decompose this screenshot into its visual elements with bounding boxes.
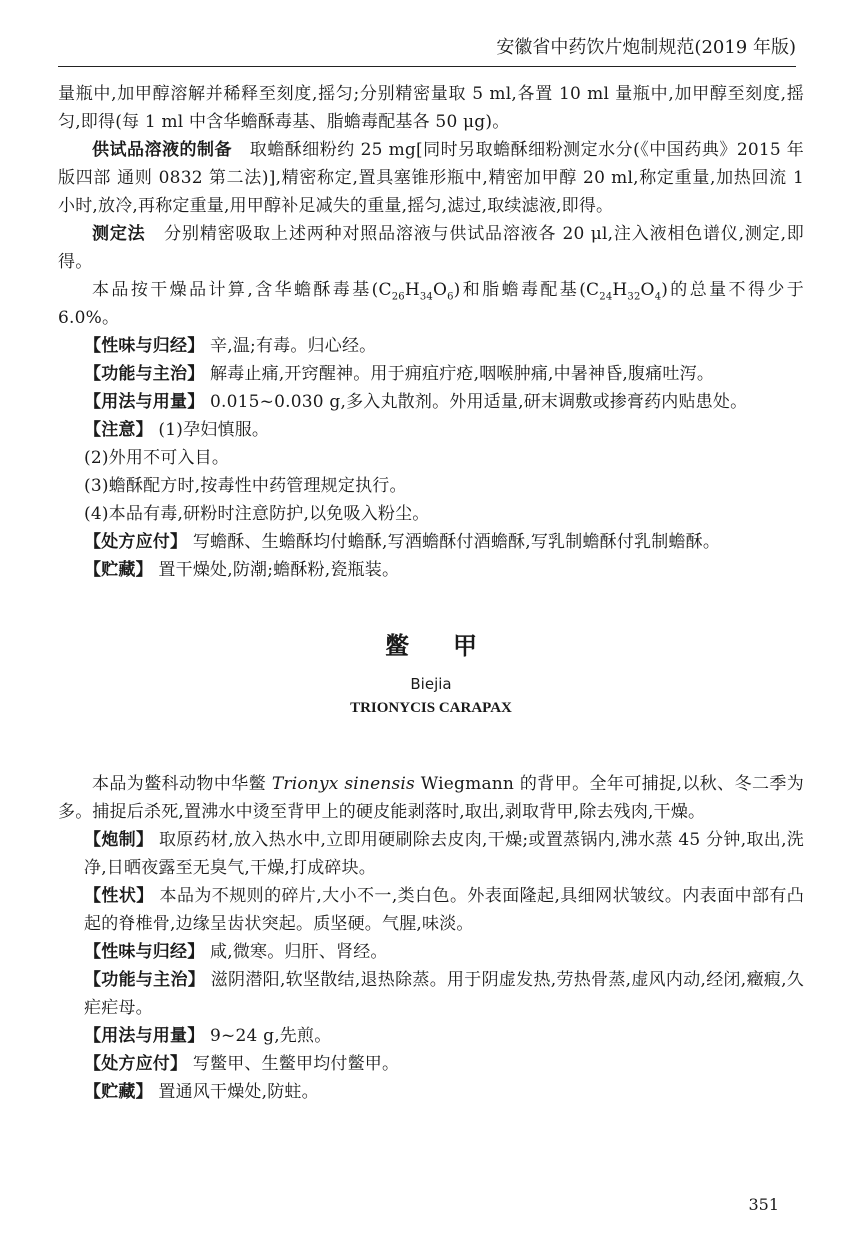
function-label: 【功能与主治】 [84,970,206,990]
intro-text: 本品为鳖科动物中华鳖 [92,774,272,794]
running-header: 安徽省中药饮片炮制规范(2019 年版) [58,30,796,67]
content-text: H [404,280,420,300]
caution-section [58,416,804,444]
storage-label: 【贮藏】 [84,560,153,580]
prescription-text: 写蟾酥、生蟾酥均付蟾酥,写酒蟾酥付酒蟾酥,写乳制蟾酥付乳制蟾酥。 [192,532,721,552]
caution-item: (3)蟾酥配方时,按毒性中药管理规定执行。 [84,476,407,496]
usage-label: 【用法与用量】 [84,392,205,412]
nature-label: 【性味与归经】 [84,942,205,962]
prescription-label: 【处方应付】 [84,1054,188,1074]
usage-text: 9~24 g,先煎。 [210,1026,332,1046]
caution-item: (4)本品有毒,研粉时注意防护,以免吸入粉尘。 [84,504,430,524]
nature-section [58,938,804,966]
storage-text: 置通风干燥处,防蛀。 [158,1082,319,1102]
prescription-section [58,528,804,556]
function-text: 滋阴潜阳,软坚散结,退热除蒸。用于阴虚发热,劳热骨蒸,虚风内动,经闭,癥瘕,久疟疟母。 [84,970,804,1018]
formula-subscript: 26 [391,291,405,303]
function-section [58,966,804,1022]
prescription-section [58,1050,804,1078]
content-text: O [640,280,655,300]
content-text: )的总量不得少于 6.0%。 [58,280,804,328]
function-text: 解毒止痛,开窍醒神。用于痈疽疔疮,咽喉肿痛,中暑神昏,腹痛吐泻。 [210,364,715,384]
caution-item: (1)孕妇慎服。 [158,420,270,440]
processing-label: 【炮制】 [84,830,154,850]
sample-prep-text: 取蟾酥细粉约 25 mg[同时另取蟾酥细粉测定水分(《中国药典》2015 年版四部 通则 0832 第二法)],精密称定,置具塞锥形瓶中,精密加甲醇 20 ml,称定重量,加热回流 1 小时,放冷,再称定重量,用甲醇补足减失的重量,摇匀,滤过,取续滤液,即得。 [58,140,804,216]
intro-paragraph [58,770,804,826]
method-text: 分别精密吸取上述两种对照品溶液与供试品溶液各 20 μl,注入液相色谱仪,测定,即得。 [58,224,804,272]
characteristics-label: 【性状】 [84,886,154,906]
usage-section [58,388,804,416]
species-name: Trionyx sinensis [271,774,415,794]
entry-title-block [58,630,804,720]
content-text: O [432,280,448,300]
storage-text: 置干燥处,防潮;蟾酥粉,瓷瓶装。 [158,560,400,580]
storage-label: 【贮藏】 [84,1082,153,1102]
content-limit-paragraph [58,276,804,332]
nature-label: 【性味与归经】 [84,336,205,356]
nature-section [58,332,804,360]
processing-section [58,826,804,882]
entry-pinyin: Biejia [410,675,452,693]
prescription-label: 【处方应付】 [84,532,188,552]
formula-subscript: 34 [419,291,433,303]
storage-section [58,1078,804,1106]
continued-paragraph: 量瓶中,加甲醇溶解并稀释至刻度,摇匀;分别精密量取 5 ml,各置 10 ml 量瓶中,加甲醇至刻度,摇匀,即得(每 1 ml 中含华蟾酥毒基、脂蟾毒配基各 50 μg)。 [58,84,804,132]
prescription-text: 写鳖甲、生鳖甲均付鳖甲。 [192,1054,400,1074]
method-paragraph [58,220,804,276]
nature-text: 辛,温;有毒。归心经。 [210,336,377,356]
formula-subscript: 32 [627,291,641,303]
usage-label: 【用法与用量】 [84,1026,205,1046]
function-section [58,360,804,388]
intro-text: Wiegmann 的背甲。全年可捕捉,以秋、冬二季为多。捕捉后杀死,置沸水中烫至背甲上的硬皮能剥落时,取出,剥取背甲,除去残肉,干燥。 [58,774,804,822]
storage-section [58,556,804,584]
sample-prep-paragraph [58,136,804,220]
content-text: )和脂蟾毒配基(C [453,280,600,300]
nature-text: 咸,微寒。归肝、肾经。 [210,942,388,962]
usage-text: 0.015~0.030 g,多入丸散剂。外用适量,研末调敷或掺膏药内贴患处。 [210,392,748,412]
processing-text: 取原药材,放入热水中,立即用硬刷除去皮肉,干燥;或置蒸锅内,沸水蒸 45 分钟,取出,洗净,日晒夜露至无臭气,干燥,打成碎块。 [84,830,804,878]
entry-latin-name: TRIONYCIS CARAPAX [350,700,512,716]
content-text: H [612,280,628,300]
page-number: 351 [748,1195,779,1214]
function-label: 【功能与主治】 [84,364,205,384]
entry-title: 鳖甲 [385,632,521,660]
formula-subscript: 6 [447,291,454,303]
sample-prep-label: 供试品溶液的制备 [92,140,233,160]
formula-subscript: 24 [599,291,613,303]
usage-section [58,1022,804,1050]
page-body [58,80,804,1106]
caution-item: (2)外用不可入目。 [84,448,230,468]
caution-label: 【注意】 [84,420,153,440]
characteristics-section [58,882,804,938]
content-text: 本品按干燥品计算,含华蟾酥毒基(C [92,280,392,300]
characteristics-text: 本品为不规则的碎片,大小不一,类白色。外表面隆起,具细网状皱纹。内表面中部有凸起的脊椎骨,边缘呈齿状突起。质坚硬。气腥,味淡。 [84,886,804,934]
method-label: 测定法 [92,224,146,244]
formula-subscript: 4 [654,291,662,303]
